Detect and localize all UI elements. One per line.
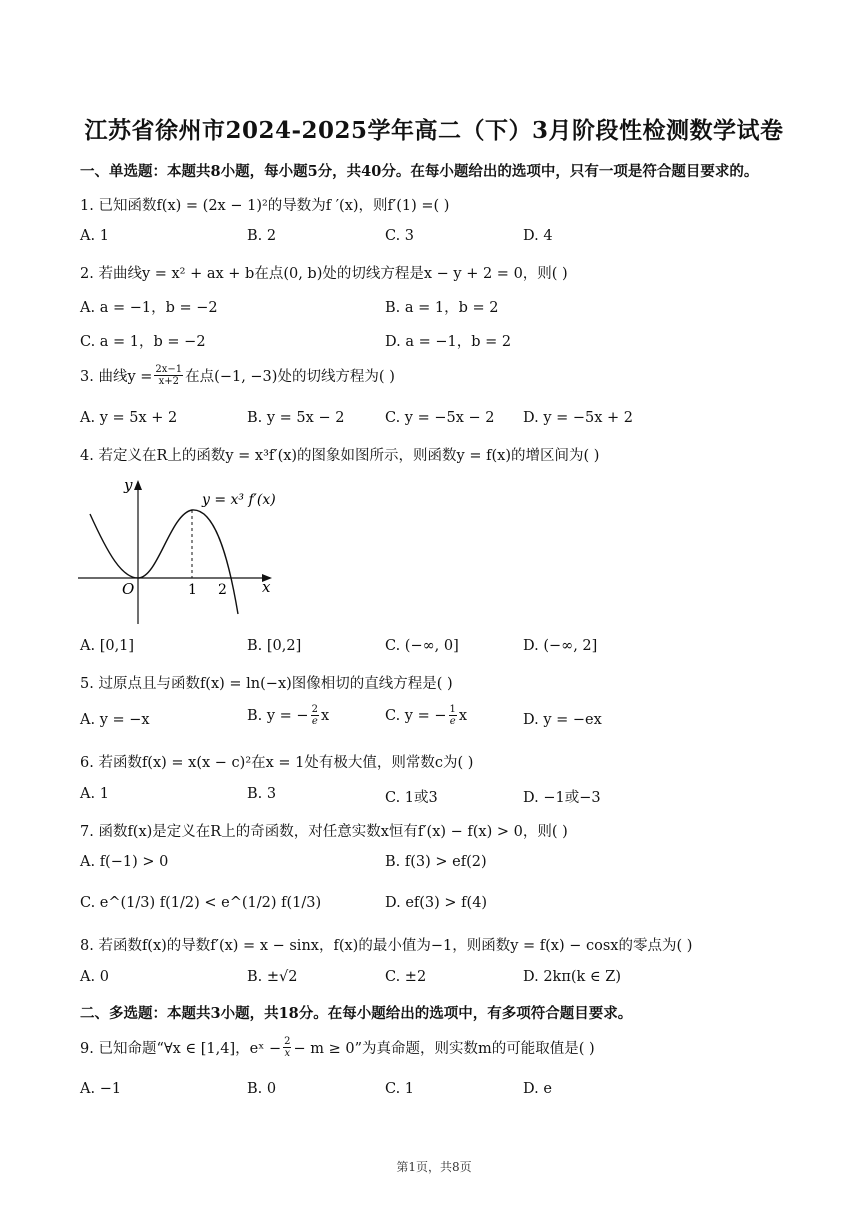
question-3-fraction bbox=[154, 364, 183, 387]
section-heading-multiple-choice: 二、多选题：本题共3小题，共18分。在每小题给出的选项中，有多项符合题目要求。 bbox=[80, 1005, 633, 1022]
question-5-option-c bbox=[385, 704, 467, 727]
page-footer: 第1页，共8页 bbox=[396, 1160, 472, 1174]
question-7-stem: 7. 函数f(x)是定义在R上的奇函数，对任意实数x恒有f′(x) − f(x) > 0，则( ) bbox=[80, 824, 568, 840]
question-4-option-a: A. [0,1] bbox=[80, 638, 135, 654]
question-7-option-b: B. f(3) > ef(2) bbox=[385, 854, 487, 870]
question-5-option-b-numerator: 2 bbox=[311, 704, 318, 715]
question-5-option-b bbox=[247, 704, 329, 727]
question-7-option-c: C. e^(1/3) f(1/2) < e^(1/2) f(1/3) bbox=[80, 895, 322, 911]
question-6-option-a: A. 1 bbox=[80, 786, 109, 802]
graph-tick-1: 1 bbox=[188, 582, 197, 598]
question-8-option-c: C. ±2 bbox=[385, 969, 427, 985]
question-5-stem: 5. 过原点且与函数f(x) = ln(−x)图像相切的直线方程是( ) bbox=[80, 676, 453, 692]
question-9-stem-suffix: − m ≥ 0”为真命题，则实数m的可能取值是( ) bbox=[293, 1041, 595, 1057]
question-3-stem-prefix: 3. 曲线y = bbox=[80, 369, 153, 385]
question-5-option-d: D. y = −ex bbox=[523, 712, 602, 728]
question-3-option-d: D. y = −5x + 2 bbox=[523, 410, 634, 426]
question-2-stem: 2. 若曲线y = x² + ax + b在点(0, b)处的切线方程是x − y + 2 = 0，则( ) bbox=[80, 266, 568, 282]
question-5-option-c-numerator: 1 bbox=[449, 704, 456, 715]
question-1-option-c: C. 3 bbox=[385, 228, 415, 244]
question-9-fraction-numerator: 2 bbox=[284, 1036, 291, 1047]
question-2-option-a: A. a = −1，b = −2 bbox=[80, 300, 218, 316]
question-5-option-b-prefix: B. y = − bbox=[247, 707, 309, 724]
question-4-stem: 4. 若定义在R上的函数y = x³f′(x)的图象如图所示，则函数y = f(x)的增区间为( ) bbox=[80, 448, 600, 464]
section-heading-single-choice: 一、单选题：本题共8小题，每小题5分，共40分。在每小题给出的选项中，只有一项是符合题目要求的。 bbox=[80, 163, 759, 180]
question-3-option-a: A. y = 5x + 2 bbox=[80, 410, 178, 426]
question-5-option-b-fraction bbox=[311, 704, 319, 727]
page-title: 江苏省徐州市2024-2025学年高二（下）3月阶段性检测数学试卷 bbox=[84, 117, 784, 144]
graph-curve-label: y = x³ f′(x) bbox=[202, 492, 276, 508]
question-9-option-c: C. 1 bbox=[385, 1081, 415, 1097]
question-2-option-c: C. a = 1，b = −2 bbox=[80, 334, 206, 350]
question-5-option-c-suffix: x bbox=[458, 707, 468, 724]
question-6-option-b: B. 3 bbox=[247, 786, 277, 802]
question-4-option-d: D. (−∞, 2] bbox=[523, 638, 598, 654]
question-5-option-c-fraction bbox=[449, 704, 457, 727]
question-3-fraction-numerator: 2x−1 bbox=[155, 364, 183, 375]
question-9-stem-prefix: 9. 已知命题“∀x ∈ [1,4]，eˣ − bbox=[80, 1041, 282, 1057]
question-7-option-a: A. f(−1) > 0 bbox=[80, 854, 169, 870]
question-1-stem: 1. 已知函数f(x) = (2x − 1)²的导数为f ′(x)，则f′(1) =( ) bbox=[80, 198, 450, 214]
graph-curve bbox=[90, 510, 238, 614]
question-3-stem-suffix: 在点(−1, −3)处的切线方程为( ) bbox=[185, 369, 395, 385]
question-5-option-b-denominator: e bbox=[311, 716, 318, 727]
graph-y-arrow bbox=[134, 480, 142, 490]
question-8-stem: 8. 若函数f(x)的导数f′(x) = x − sinx，f(x)的最小值为−1，则函数y = f(x) − cosx的零点为( ) bbox=[80, 938, 693, 954]
graph-origin-label: O bbox=[122, 580, 135, 598]
question-5-option-a: A. y = −x bbox=[80, 712, 150, 728]
graph-tick-2: 2 bbox=[218, 582, 227, 598]
question-7-option-d: D. ef(3) > f(4) bbox=[385, 895, 488, 911]
question-8-option-b: B. ±√2 bbox=[247, 969, 298, 985]
question-4-option-b: B. [0,2] bbox=[247, 638, 302, 654]
question-5-option-c-prefix: C. y = − bbox=[385, 707, 447, 724]
question-4-graph bbox=[74, 474, 294, 634]
question-9-fraction-denominator: x bbox=[284, 1048, 291, 1059]
question-4-option-c: C. (−∞, 0] bbox=[385, 638, 459, 654]
question-9-option-b: B. 0 bbox=[247, 1081, 277, 1097]
question-3-stem bbox=[80, 364, 395, 387]
question-5-option-c-denominator: e bbox=[449, 716, 456, 727]
question-9-option-a: A. −1 bbox=[80, 1081, 122, 1097]
question-2-option-d: D. a = −1，b = 2 bbox=[385, 334, 512, 350]
question-1-option-d: D. 4 bbox=[523, 228, 553, 244]
question-8-option-d: D. 2kπ(k ∈ Z) bbox=[523, 969, 621, 985]
question-6-stem: 6. 若函数f(x) = x(x − c)²在x = 1处有极大值，则常数c为( ) bbox=[80, 755, 474, 771]
question-8-option-a: A. 0 bbox=[80, 969, 109, 985]
question-2-option-b: B. a = 1，b = 2 bbox=[385, 300, 499, 316]
question-3-option-b: B. y = 5x − 2 bbox=[247, 410, 345, 426]
question-6-option-c: C. 1或3 bbox=[385, 790, 438, 806]
question-5-option-b-suffix: x bbox=[320, 707, 330, 724]
graph-y-label: y bbox=[124, 476, 133, 494]
question-6-option-d: D. −1或−3 bbox=[523, 790, 601, 806]
question-3-fraction-denominator: x+2 bbox=[158, 376, 179, 387]
question-9-stem bbox=[80, 1036, 595, 1059]
question-9-fraction bbox=[283, 1036, 291, 1059]
question-1-option-b: B. 2 bbox=[247, 228, 277, 244]
question-1-option-a: A. 1 bbox=[80, 228, 109, 244]
question-3-option-c: C. y = −5x − 2 bbox=[385, 410, 495, 426]
question-9-option-d: D. e bbox=[523, 1081, 552, 1097]
graph-x-label: x bbox=[262, 578, 271, 596]
